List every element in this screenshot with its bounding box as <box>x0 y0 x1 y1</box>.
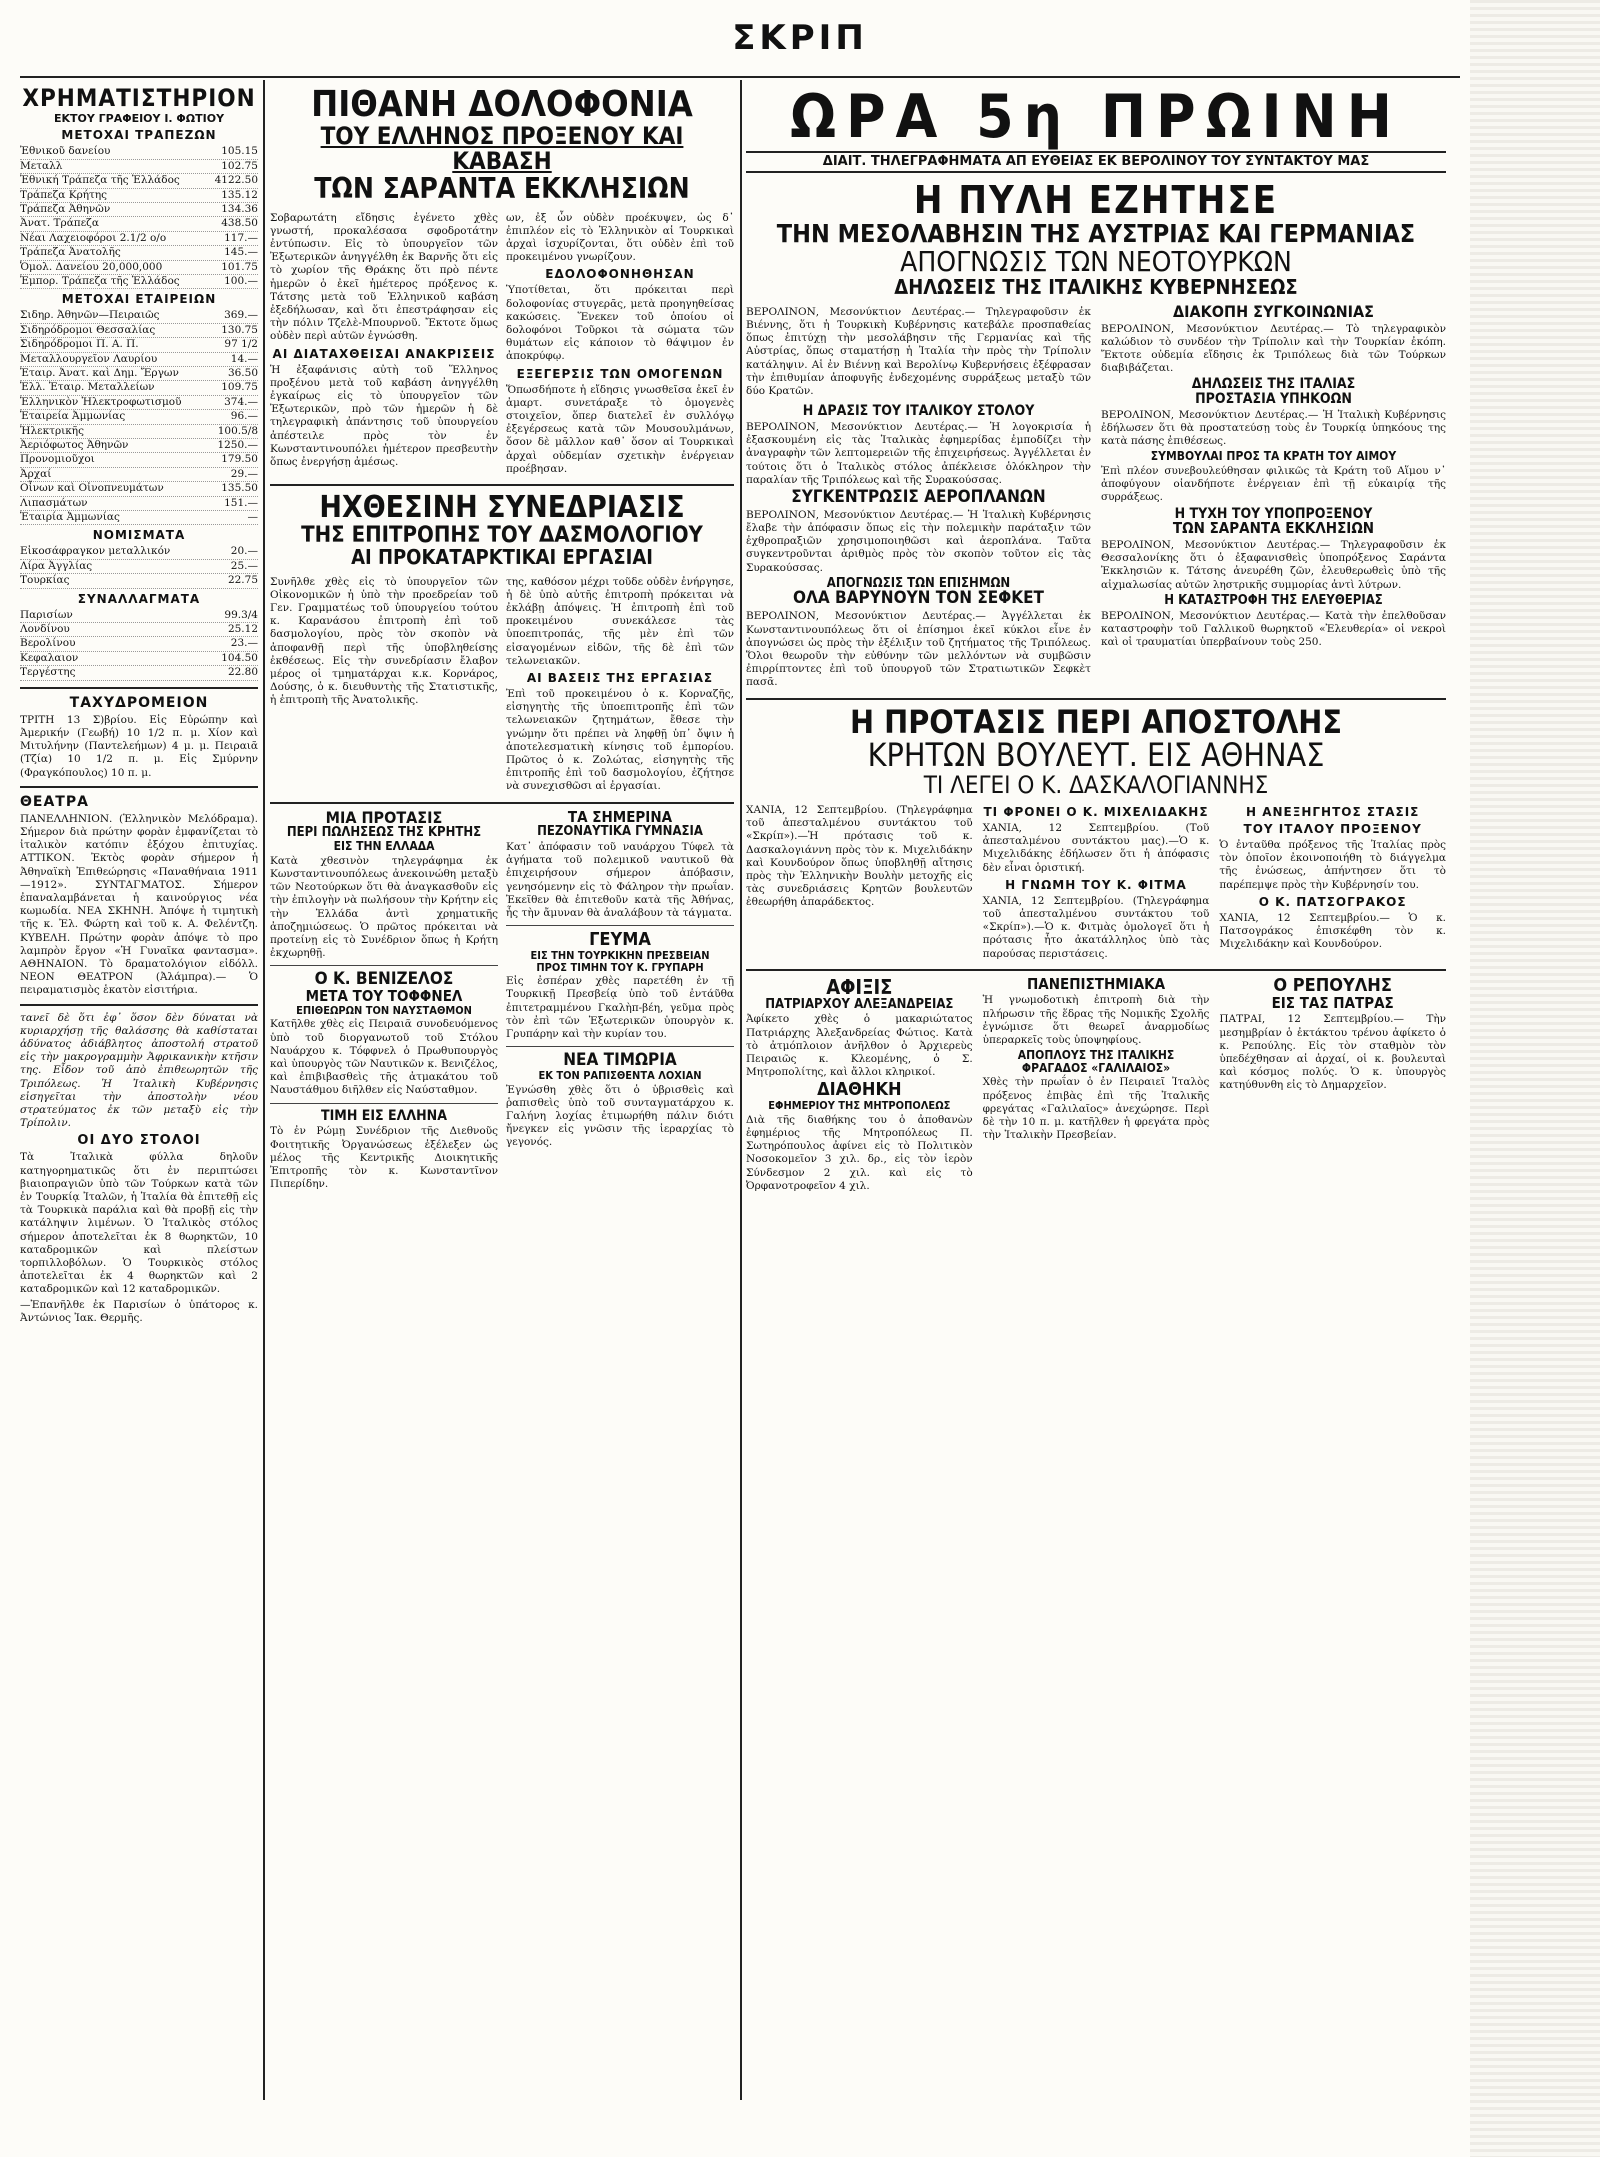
security-price: 25.— <box>230 559 258 572</box>
security-price: 22.80 <box>227 666 258 679</box>
security-name: Κεφαλαιον <box>20 651 79 664</box>
fleet-action-headline: Η ΔΡΑΣΙΣ ΤΟΥ ΙΤΑΛΙΚΟΥ ΣΤΟΛΟΥ <box>802 403 1035 420</box>
security-name: Ἑλλ. Ἐταιρ. Μεταλλείων <box>20 381 155 394</box>
price-row <box>20 482 258 496</box>
exchange-heading: ΣΥΝΑΛΛΑΓΜΑΤΑ <box>77 591 201 606</box>
divider <box>20 786 258 788</box>
berlin-telegram-5: ΒΕΡΟΛΙΝΟΝ, Μεσονύκτιον Δευτέρας.— Τὸ τηλεγραφικὸν καλώδιον τὸ συνδέον τὴν Τρίπολιν καὶ τὴν Τουρκίαν ἐκόπη. Ἔκτοτε οὐδεμία εἴδησις ἐκ Τριπόλεως διὰ τῶν Τούρκων διαβιβάζεται. <box>1101 322 1446 375</box>
column-telegrams <box>746 86 1446 2106</box>
security-name: Οἶνων καὶ Οἰνοπνευμάτων <box>20 482 164 495</box>
security-name: Ἐμπορ. Τράπεζα τῆς Ἑλλάδος <box>20 274 180 287</box>
inquiries-text: Ἡ ἐξαφάνισις αὐτὴ τοῦ Ἕλληνος προξένου μετὰ τοῦ καβάση ἀνηγγέλθη ἐγκαίρως εἰς τὸ ὑπουργεῖον τῶν Ἐξωτερικῶν, πρὸ τῶν ἡμερῶν ἡ δὲ τηλεγραφικὴ ἀπάντησις τοῦ ὑπουργείου ἀπέστειλε πρὸς τὸν ἐν Κωνσταντινουπόλει ἡμέτερον πρεσβευτὴν ὅπως ἐνεργήσῃ ἀμέσως. <box>270 363 498 469</box>
security-name: Τεργέστης <box>20 666 76 679</box>
consul-stance-text: Ὁ ἐνταῦθα πρόξενος τῆς Ἰταλίας πρὸς τὸν ὁποῖον ἐκοινοποιήθη τὸ διάγγελμα τῆς ἐνώσεως, ἀπήντησεν ὅτι τὸ παρέπεμψε πρὸς τὴν Κυβέρνησίν του. <box>1219 838 1446 891</box>
two-fleets-text: Τὰ Ἰταλικὰ φύλλα δηλοῦν κατηγορηματικῶς ὅτι ἐν περιπτώσει βιαιοπραγιῶν ὑπὸ τῶν Τούρκων κατὰ τῶν ἐν Τουρκίᾳ Ἰταλῶν, ἡ Ἰταλία θὰ ἐπιτεθῇ εἰς τὰ Τουρκικὰ παράλια καὶ θὰ προβῇ εἰς τὴν κατάληψιν λιμένων. Ὁ Ἰταλικὸς στόλος σήμερον ἀποτελεῖται ἐκ 8 θωρηκτῶν, 10 καταδρομικῶν καὶ πλείστων τορπιλλοβόλων. Ὁ Τουρκικὸς στόλος ἀποτελεῖται ἐκ 4 θωρηκτῶν καὶ 2 καταδρομικῶν καὶ 12 καταδρομικῶν. <box>20 1151 258 1296</box>
security-name: Βερολίνου <box>20 637 76 650</box>
fitmas-headline: Η ΓΝΩΜΗ ΤΟΥ Κ. ΦΙΤΜΑ <box>1005 877 1187 892</box>
consul-stance-headline: Η ΑΝΕΞΗΓΗΤΟΣ ΣΤΑΣΙΣ <box>1246 804 1420 819</box>
lower-articles <box>270 807 734 1194</box>
arrival-headline: ΑΦΙΞΙΣ <box>826 974 893 999</box>
security-name: Παρισίων <box>20 608 73 621</box>
university-text: Ἡ γνωμοδοτικὴ ἐπιτροπὴ διὰ τὴν πλήρωσιν τῆς ἕδρας τῆς Νομικῆς Σχολῆς ἐγνώμισε ὅτι θεωρεῖ ἀναρμοδίως ὑπεραρκεῖς τοὺς ὑποψηφίους. <box>982 994 1210 1047</box>
proposal-headline-2: ΠΕΡΙ ΠΩΛΗΣΕΩΣ ΤΗΣ ΚΡΗΤΗΣ <box>286 825 482 841</box>
security-price: 130.75 <box>221 323 258 336</box>
will-text: Διὰ τῆς διαθήκης του ὁ ἀποθανὼν ἐφημέριος τῆς Μητροπόλεως Π. Σωτηρόπουλος ἀφίνει εἰς τὸ Πολιτικὸν Νοσοκομεῖον 3 χιλ. δρ., εἰς τὸν ἱερὸν Σύνδεσμον 2 χιλ. καὶ εἰς τὸ Ὀρφανοτροφεῖον 4 χιλ. <box>746 1113 973 1192</box>
price-row <box>20 609 258 623</box>
chania-telegram-2: ΧΑΝΙΑ, 12 Σεπτεμβρίου. (Τηλεγράφημα τοῦ ἀπεσταλμένου συντάκτου τοῦ «Σκρίπ»).—Ὁ κ. Φιτμὰς ὁμολογεῖ ὅτι ἡ πρότασις ἦτο ἀκατάλληλος ὑπὸ τὰς παρούσας περιστάσεις. <box>982 894 1210 960</box>
italian-statements-headline: ΔΗΛΩΣΕΙΣ ΤΗΣ ΙΤΑΛΙΚΗΣ ΚΥΒΕΡΝΗΣΕΩΣ <box>894 274 1298 299</box>
security-name: Τράπεζα Ἀθηνῶν <box>20 202 111 215</box>
sefket-headline: ΟΛΑ ΒΑΡΥΝΟΥΝ ΤΟΝ ΣΕΦΚΕΤ <box>793 588 1044 609</box>
price-row <box>20 189 258 203</box>
repoulis-text: ΠΑΤΡΑΙ, 12 Σεπτεμβρίου.— Τὴν μεσημβρίαν ὁ ἐκτάκτου τρένου ἀφίκετο ὁ κ. Ρεπούλης. Εἰς τὸν σταθμὸν τὸν ὑπεδέχθησαν αἱ ἀρχαί, οἱ κ. βουλευταὶ καὶ κόσμος πολύς. Ὁ κ. ὑπουργὸς κατηύθυνθη εἰς τὸ Δημαρχεῖον. <box>1219 1013 1446 1092</box>
murdered-heading: ΕΔΟΛΟΦΟΝΗΘΗΣΑΝ <box>545 267 695 282</box>
session-text-a: Συνῆλθε χθὲς εἰς τὸ ὑπουργεῖον τῶν Οἰκονομικῶν ἡ ὑπὸ τὴν προεδρείαν τοῦ Γεν. Γραμματέως τοῦ ὑπουργείου τούτου κ. Καρανάσου ἐπιτροπὴ ἐπὶ τοῦ δασμολογίου, πρὸς τὸν σκοπὸν νὰ ἀποφανθῇ περὶ τῆς ὑποβληθείσης ἐκθέσεως. Εἰς τὴν συνεδρίασιν ἔλαβον μέρος οἱ τμηματάρχαι κ.κ. Κορνάρος, Δούσης, ὁ κ. διευθυντὴς τῆς Στατιστικῆς, ἡ ἐπιτροπὴ τῆς Ἀνατολικῆς. <box>270 575 498 707</box>
berlin-telegram-2: ΒΕΡΟΛΙΝΟΝ, Μεσονύκτιον Δευτέρας.— Ἡ λογοκρισία ἡ ἐξασκουμένη εἰς τὰς Ἰταλικὰς ἐφημερίδας ἐμποδίζει τὴν ἀναγραφὴν τῶν λεπτομερειῶν τῆς ἐπιχειρήσεως. Ἀγγέλλεται ἐν τούτοις ὅτι ὁ Ἰταλικὸς στόλος ἀπέκλεισε ὁλόκληρον τὴν παραλίαν τῆς Τριπόλεως καὶ τῆς Συρακούσσας. <box>746 420 1091 486</box>
bank-shares-list <box>20 145 258 289</box>
berlin-telegram-6: ΒΕΡΟΛΙΝΟΝ, Μεσονύκτιον Δευτέρας.— Ἡ Ἰταλικὴ Κυβέρνησις ἐδήλωσεν ὅτι θὰ προστατεύσῃ τοὺς ἐν Τουρκίᾳ ὑπηκόους της κατὰ πάσης ἐπιθέσεως. <box>1101 408 1446 448</box>
security-price: 179.50 <box>221 453 258 466</box>
theatres-heading: ΘΕΑΤΡΑ <box>20 793 89 810</box>
security-name: Τουρκίας <box>20 574 70 587</box>
divider <box>270 1103 498 1104</box>
price-row <box>20 309 258 323</box>
security-name: Ἑταιρεία Ἀμμωνίας <box>20 410 126 423</box>
security-price: 145.— <box>224 246 258 259</box>
security-name: Ἐθνικοῦ δανείου <box>20 145 111 158</box>
price-row <box>20 652 258 666</box>
price-row <box>20 410 258 424</box>
exchange-list <box>20 609 258 681</box>
divider <box>270 965 498 966</box>
michelidakis-headline: ΤΙ ΦΡΟΝΕΙ Ο Κ. ΜΙΧΕΛΙΔΑΚΗΣ <box>983 804 1209 819</box>
price-row <box>20 324 258 338</box>
security-price: 25.12 <box>227 623 258 636</box>
venizelos-text: Κατῆλθε χθὲς εἰς Πειραιᾶ συνοδευόμενος ὑπὸ τοῦ διοργανωτοῦ τοῦ Στόλου Ναυάρχου κ. Τόφφνελ ὁ Πρωθυπουργὸς καὶ ὑπουργὸς τῶν Ναυτικῶν κ. Βενιζέλος, καὶ ἐπιβιβασθεὶς τῆς ἀτμακάτου τοῦ Ναυστάθμου διῆλθεν εἰς Ναύσταθμον. <box>270 1018 498 1097</box>
punishment-headline: ΝΕΑ ΤΙΜΩΡΙΑ <box>563 1050 677 1071</box>
security-name: Τράπεζα Κρήτης <box>20 188 108 201</box>
security-price: 102.75 <box>221 159 258 172</box>
divider <box>746 698 1446 700</box>
security-name: Ἀρχαί <box>20 467 52 480</box>
security-name: Σιδηρόδρομοι Θεσσαλίας <box>20 323 156 336</box>
price-row <box>20 261 258 275</box>
murder-headline: ΠΙΘΑΝΗ ΔΟΛΟΦΟΝΙΑ <box>311 86 693 125</box>
murder-headline-2: ΤΟΥ ΕΛΛΗΝΟΣ ΠΡΟΞΕΝΟΥ ΚΑΙ ΚΑΒΑΣΗ <box>320 121 684 175</box>
italy-statements-headline: ΔΗΛΩΣΕΙΣ ΤΗΣ ΙΤΑΛΙΑΣ <box>1191 376 1356 393</box>
honor-text: Τὸ ἐν Ρώμῃ Συνέδριον τῆς Διεθνοῦς Φοιτητικῆς Ὀργανώσεως ἐξέλεξεν ὡς μέλος τῆς Κεντρικῆς Διοικητικῆς Ἐπιτροπῆς τὸν κ. Κωνσταντῖνον Πιπερίδην. <box>270 1125 498 1191</box>
despair-headline: ΑΠΟΓΝΩΣΙΣ ΤΩΝ ΝΕΟΤΟΥΡΚΩΝ <box>900 245 1292 279</box>
security-price: 96.— <box>230 410 258 423</box>
masthead: ΣΚΡΙΠ <box>732 18 868 58</box>
divider <box>506 1046 734 1047</box>
departure-headline: ΑΠΟΠΛΟΥΣ ΤΗΣ ΙΤΑΛΙΚΗΣ <box>1017 1048 1175 1063</box>
murdered-text: Ὑποτίθεται, ὅτι πρόκειται περὶ δολοφονίας στυγερᾶς, μετὰ προηγηθείσας κακώσεις. Ἕνεκεν τοῦ ὁποίου οἱ δολοφόνοι Τοῦρκοι τὰ σώματα τῶν θυμάτων εἰς κάποιον τὸ θάψιμον ἐν ἀποκρύφῳ. <box>506 284 734 363</box>
security-price: 97 1/2 <box>224 338 258 351</box>
security-price: 151.— <box>224 496 258 509</box>
security-name: Μεταλλ <box>20 159 63 172</box>
price-row <box>20 637 258 651</box>
security-name: Μεταλλουργεῖον Λαυρίου <box>20 352 158 365</box>
currency-heading: ΝΟΜΙΣΜΑΤΑ <box>92 528 186 543</box>
security-price: 22.75 <box>227 574 258 587</box>
session-headline: ΗΧΘΕΣΙΝΗ ΣΥΝΕΔΡΙΑΣΙΣ <box>319 490 685 526</box>
security-name: Ἑταιρία Ἀμμωνίας <box>20 511 120 524</box>
price-row <box>20 232 258 246</box>
security-price: 100.5/8 <box>217 424 258 437</box>
honor-headline: ΤΙΜΗ ΕΙΣ ΕΛΛΗΝΑ <box>321 1107 447 1124</box>
dinner-text: Εἰς ἐσπέραν χθὲς παρετέθη ἐν τῇ Τουρκικῇ Πρεσβείᾳ ὑπὸ τοῦ ἐντάῦθα ἐπιτετραμμένου Γκαλὴπ-βέη, γεῦμα πρὸς τὸν ἐπὶ τῶν Ἐξωτερικῶν ὑπουργὸν κ. Γρυπάρην καὶ τὴν κυρίαν του. <box>506 975 734 1041</box>
chania-telegram-5: ΧΑΝΙΑ, 12 Σεπτεμβρίου.— Ὁ κ. Πατσογράκος ἐπισκέφθη τὸν κ. Μιχελιδάκην καὶ Κουνδούρον. <box>1219 911 1446 951</box>
price-row <box>20 666 258 680</box>
continued-text: τανεῖ δὲ ὅτι ἐφ᾽ ὅσον δὲν δύναται νὰ κυριαρχήσῃ τῆς θαλάσσης θὰ καθίσταται ἀδύνατος ἀδιάβλητος ἀποστολή στρατοῦ εἰς τὴν μακρογραμμὴν Ἀφρικανικὴν κτῆσιν της. Εἶδον τοῦ ἀπὸ ἐπιθεωρητῶν τῆς Τριπόλεως. Ἡ Ἰταλικὴ Κυβέρνησις εἰσηγεῖται τὴν ἀποστολὴν νέου στρατεύματος ἐκ τῶν μεταξὺ εἰς τὴν Τρίπολιν. <box>20 1011 258 1130</box>
price-row <box>20 439 258 453</box>
berlin-telegram-1: ΒΕΡΟΛΙΝΟΝ, Μεσονύκτιον Δευτέρας.— Τηλεγραφοῦσιν ἐκ Βιέννης, ὅτι ἡ Τουρκικὴ Κυβέρνησις κατεβάλε προσπαθείας ὅπως ἐπιτύχῃ τὴν μεσολάβησιν τῆς Γερμανίας καὶ τῆς Αὐστρίας, ὅπως σταματήσῃ ἡ Ἰταλία τὴν πρὸς τὴν Τρίπολιν κατάληψιν. Αἱ ἐν Βιέννῃ καὶ Βερολίνῳ Κυβερνήσεις ἐξέφρασαν τὴν ἐπιθυμίαν ἀποφυγῆς ἐνδεχομένης συρράξεως μεταξὺ τῶν δύο Κρατῶν. <box>746 305 1091 398</box>
security-name: Νέαι Λαχειοφόροι 2.1/2 ο/ο <box>20 231 167 244</box>
price-row <box>20 145 258 159</box>
berlin-telegram-8: ΒΕΡΟΛΙΝΟΝ, Μεσονύκτιον Δευτέρας.— Κατὰ τὴν ἐπελθοῦσαν καταστροφὴν τοῦ Γαλλικοῦ θωρηκτοῦ «Ἐλευθερία» οἱ νεκροὶ καὶ οἱ τραυματίαι ὑπερβαίνουν τοὺς 250. <box>1101 609 1446 648</box>
price-row <box>20 497 258 511</box>
telegram-columns <box>746 301 1446 692</box>
officials-headline: ΑΠΟΓΝΩΣΙΣ ΤΩΝ ΕΠΙΣΗΜΩΝ <box>826 575 1011 591</box>
airplanes-headline: ΣΥΓΚΕΝΤΡΩΣΙΣ ΑΕΡΟΠΛΑΝΩΝ <box>791 486 1046 507</box>
dinner-headline-2: ΕΙΣ ΤΗΝ ΤΟΥΡΚΙΚΗΝ ΠΡΕΣΒΕΙΑΝ <box>530 949 710 963</box>
advice-text: Ἐπὶ πλέον συνεβουλεύθησαν φιλικῶς τὰ Κράτη τοῦ Αἵμου ν᾽ ἀποφύγουν οἱανδήποτε ἐνέργειαν ἐπὶ τῇ εὐκαιρίᾳ τῆς συρράξεως. <box>1101 465 1446 504</box>
price-row <box>20 381 258 395</box>
price-row <box>20 396 258 410</box>
security-name: Ἀεριόφωτος Ἀθηνῶν <box>20 439 129 451</box>
exercises-text: Κατ᾽ ἀπόφασιν τοῦ ναυάρχου Τύφελ τὰ ἀγήματα τοῦ πολεμικοῦ ναυτικοῦ θὰ ἐπιχειρήσουν σήμερον ἀπόβασιν, γενησόμενην εἰς τὸ Φάληρον τὴν πρωΐαν. Ἐκεῖθεν θὰ ἐπιτεθοῦν κατὰ τῆς Ἀθήνας, ἧς τὴν ἄμυναν θὰ ἀναλάβουν τὰ τάγματα. <box>506 841 734 920</box>
security-price: 135.50 <box>221 482 258 495</box>
price-row <box>20 623 258 637</box>
work-basis-text: Ἐπὶ τοῦ προκειμένου ὁ κ. Κορναζῆς, εἰσηγητὴς τῆς ὑποεπιτροπῆς ἐπὶ τῶν τελωνειακῶν ζητημάτων, ἔθεσε τὴν γνώμην ὅτι πρέπει νὰ ληφθῇ ὑπ᾽ ὄψιν ἡ ἀποτελεσματικὴ κίνησις τοῦ ἐμπορίου. Πρῶτος ὁ κ. Ζολώτας, εἰσηγητὴς τῆς ἐπιτροπῆς ἐπὶ τοῦ δασμολογίου, ἐζήτησε νὰ συνεχισθῶσι αἱ ἐργασίαι. <box>506 688 734 793</box>
university-headline: ΠΑΝΕΠΙΣΤΗΜΙΑΚΑ <box>1026 974 1166 993</box>
chania-telegram-3: ΧΑΝΙΑ, 12 Σεπτεμβρίου. (Τοῦ ἀπεσταλμένου συντάκτου μας).—Ὁ κ. Μιχελιδάκης ἐδήλωσεν ὅτι ἡ ἀπόφασις δὲν εἶναι ὁριστική. <box>982 821 1210 874</box>
price-row <box>20 275 258 289</box>
divider <box>270 484 734 486</box>
security-name: Ἠλεκτρικῆς <box>20 424 84 437</box>
security-price: — <box>247 511 258 524</box>
security-price: 369.— <box>224 309 258 322</box>
scan-edge-noise <box>1470 0 1600 2157</box>
company-shares-heading: ΜΕΤΟΧΑΙ ΕΤΑΙΡΕΙΩΝ <box>61 292 217 307</box>
divider <box>20 687 258 689</box>
post-text: ΤΡΙΤΗ 13 Σ)βρίου. Εἰς Εὐρώπην καὶ Ἀμερικήν (Γεωβή) 10 1/2 π. μ. Χίον καὶ Μιτυλήνην (Παντελεήμων) 4 μ. μ. Πειραιᾶ (Τζία) 10 1/2 π. μ. Εἰς Σμύρνην (Φραγκόπουλος) 10 π. μ. <box>20 713 258 779</box>
vice-consul-headline-2: ΤΩΝ ΣΑΡΑΝΤΑ ΕΚΚΛΗΣΙΩΝ <box>1172 519 1375 538</box>
column-main-news <box>270 86 734 2106</box>
berlin-telegram-4: ΒΕΡΟΛΙΝΟΝ, Μεσονύκτιον Δευτέρας.— Ἀγγέλλεται ἐκ Κωνσταντινουπόλεως ὅτι οἱ ἐπίσημοι ἐκεῖ κύκλοι εἶνε ἐν ἀπογνώσει ὡς πρὸς τὴν ἐξέλιξιν τοῦ ζητήματος τῆς Τριπόλεως. Ὅλοι θεωροῦν τὴν εὐθύνην τῶν μελλόντων νὰ συμβῶσιν ἐπιρρίπτοντες ἐπὶ τοῦ ὑπουργοῦ τῶν Στρατιωτικῶν Σεφκὲτ πασᾶ. <box>746 610 1091 689</box>
security-name: Ἑλληνικὸν Ἠλεκτροφωτισμοῦ <box>20 395 182 408</box>
work-basis-heading: ΑΙ ΒΑΣΕΙΣ ΤΗΣ ΕΡΓΑΣΙΑΣ <box>526 671 714 686</box>
bottom-columns <box>746 974 1446 1195</box>
cretan-headline: Η ΠΡΟΤΑΣΙΣ ΠΕΡΙ ΑΠΟΣΤΟΛΗΣ <box>850 702 1342 741</box>
column-rule <box>263 80 265 2100</box>
price-row <box>20 367 258 381</box>
security-name: Σιδηρ. Ἀθηνῶν—Πειραιῶς <box>20 309 160 322</box>
security-price: 23.— <box>230 637 258 650</box>
company-shares-list <box>20 309 258 525</box>
repoulis-headline: Ο ΡΕΠΟΥΛΗΣ <box>1273 974 1392 996</box>
berlin-telegram-3: ΒΕΡΟΛΙΝΟΝ, Μεσονύκτιον Δευτέρας.— Ἡ Ἰταλικὴ Κυβέρνησις ἔλαβε τὴν ἀπόφασιν ὅπως εἰς τὴν πολεμικὴν παράταξιν τῶν ἐχθροπραξιῶν χρησιμοποιηθῶσι καὶ ἀεροπλάνα. Ταῦτα συγκεντροῦνται ἀριθμὸς πρὸς τὸν σκοπὸν τοῦτον εἰς τὰς Συρακούσσας. <box>746 508 1091 574</box>
divider <box>746 969 1446 971</box>
security-name: Λίρα Ἀγγλίας <box>20 559 93 572</box>
security-name: Σιδηρόδρομοι Π. Α. Π. <box>20 338 139 351</box>
security-name: Εἰκοσάφραγκον μεταλλικόν <box>20 545 171 558</box>
communication-cut-headline: ΔΙΑΚΟΠΗ ΣΥΓΚΟΙΝΩΝΙΑΣ <box>1173 301 1374 321</box>
will-headline: ΔΙΑΘΗΚΗ <box>817 1079 902 1101</box>
security-price: 99.3/4 <box>224 608 258 621</box>
top-rule <box>20 76 1460 78</box>
column-rule <box>740 80 742 2100</box>
venizelos-headline: Ο Κ. ΒΕΝΙΖΕΛΟΣ <box>314 969 454 990</box>
berlin-telegram-7: ΒΕΡΟΛΙΝΟΝ, Μεσονύκτιον Δευτέρας.— Τηλεγραφοῦσιν ἐκ Θεσσαλονίκης ὅτι ὁ ἐξαφανισθεὶς ὑποπρόξενος Σαράντα Ἐκκλησιῶν κ. Τάτσης ἀνευρέθη ζῶν, ἐλευθερωθεὶς ὑπὸ τῆς αἰχμαλωσίας αὐτῶν ληστρικῆς συμμορίας ἀντὶ λύτρων. <box>1101 539 1446 591</box>
security-price: 36.50 <box>227 366 258 379</box>
currency-list <box>20 545 258 588</box>
price-row <box>20 425 258 439</box>
security-price: 101.75 <box>221 260 258 273</box>
security-name: Τράπεζα Ἀνατολῆς <box>20 246 121 259</box>
uprising-heading: ΕΞΕΓΕΡΣΙΣ ΤΩΝ ΟΜΟΓΕΝΩΝ <box>516 366 724 381</box>
exercises-headline: ΤΑ ΣΗΜΕΡΙΝΑ <box>567 807 673 826</box>
dinner-headline: ΓΕΥΜΑ <box>589 929 651 951</box>
repoulis-headline-2: ΕΙΣ ΤΑΣ ΠΑΤΡΑΣ <box>1271 993 1394 1012</box>
security-name: Προνομιοῦχοι <box>20 453 95 466</box>
two-fleets-heading: ΟΙ ΔΥΟ ΣΤΟΛΟΙ <box>77 1133 201 1149</box>
session-headline-2: ΤΗΣ ΕΠΙΤΡΟΠΗΣ ΤΟΥ ΔΑΣΜΟΛΟΓΙΟΥ <box>301 522 703 548</box>
consul-stance-headline-2: ΤΟΥ ΙΤΑΛΟΥ ΠΡΟΞΕΝΟΥ <box>1243 821 1422 836</box>
porte-headline-2: ΤΗΝ ΜΕΣΟΛΑΒΗΣΙΝ ΤΗΣ ΑΥΣΤΡΙΑΣ ΚΑΙ ΓΕΡΜΑΝΙΑΣ <box>776 219 1416 249</box>
murder-text-a: Σοβαρωτάτη εἴδησις ἐγένετο χθὲς γνωστή, προκαλέσασα σφοδροτάτην ἐντύπωσιν. Εἰς τὸ ὑπουργεῖον τῶν Ἐξωτερικῶν ἀνηγγέλθη ἐκ Βαρνῆς ὅτι εἰς τὸ χωρίον τῆς Θράκης ὅτι πρὸ πέντε ἡμερῶν ὁ ἐκεῖ ἡμέτερος πρόξενος κ. Τάτσης μετὰ τοῦ Ἑλληνικοῦ καβάση ἐξεδήλωσαν, καὶ ὅτι ἐπεστράφησαν εἰς τὴν πόλιν Τζελὲ-Μπουρνοῦ. Ἔκτοτε ὅμως οὐδὲν περὶ αὐτῶν ἐγνώσθη. <box>270 211 498 343</box>
advice-balkans-headline: ΣΥΜΒΟΥΛΑΙ ΠΡΟΣ ΤΑ ΚΡΑΤΗ ΤΟΥ ΑΙΜΟΥ <box>1150 449 1397 464</box>
murder-headline-3: ΤΩΝ ΣΑΡΑΝΤΑ ΕΚΚΛΗΣΙΩΝ <box>314 172 690 206</box>
price-row <box>20 160 258 174</box>
footnote-text: —Ἐπανῆλθε ἐκ Παρισίων ὁ ὑπάτορος κ. Ἀντώνιος Ἰακ. Θερμῆς. <box>20 1298 258 1324</box>
banner-headline: ΩΡΑ 5η ΠΡΩΙΝΗ <box>790 86 1402 152</box>
session-article <box>270 574 734 796</box>
uprising-text: Ὅπωσδήποτε ἡ εἴδησις γνωσθεῖσα ἐκεῖ ἐν ἀμαρτ. συνετάραξε τὸ ὁμογενὲς στοιχεῖον, ὅπερ διατελεῖ ἐν συλλόγῳ ἐξεγέρσεως κατὰ τῶν Μουσουλμάνων, ὅσον δὲ μᾶλλον καθ᾽ ὅσον αἱ Τουρκικαὶ ἀρχαὶ οὐδεμίαν σχετικὴν ἐνέργειαν προέβησαν. <box>506 383 734 475</box>
punishment-text: Ἐγνώσθη χθὲς ὅτι ὁ ὑβρισθεὶς καὶ ῥαπισθεὶς ὑπὸ τοῦ συνταγματάρχου κ. Γαλήνη λοχίας ἐτιμωρήθη πάλιν διότι ἤνεγκεν εἰς γνῶσιν τῆς ἱεραρχίας τὸ γεγονός. <box>506 1083 734 1149</box>
price-row <box>20 511 258 525</box>
arrival-headline-2: ΠΑΤΡΙΑΡΧΟΥ ΑΛΕΞΑΝΔΡΕΙΑΣ <box>765 996 954 1012</box>
murder-article <box>270 210 734 478</box>
bank-shares-heading: ΜΕΤΟΧΑΙ ΤΡΑΠΕΖΩΝ <box>61 128 217 143</box>
exercises-headline-2: ΠΕΖΟΝΑΥΤΙΚΑ ΓΥΜΝΑΣΙΑ <box>537 824 703 840</box>
cretan-headline-2: ΚΡΗΤΩΝ ΒΟΥΛΕΥΤ. ΕΙΣ ΑΘΗΝΑΣ <box>867 736 1325 775</box>
security-price: 1250.— <box>217 439 258 451</box>
inquiries-heading: ΑΙ ΔΙΑΤΑΧΘΕΙΣΑΙ ΑΝΑΚΡΙΣΕΙΣ <box>272 346 496 361</box>
departure-text: Χθὲς τὴν πρωΐαν ὁ ἐν Πειραιεῖ Ἰταλὸς πρόξενος ἐπιβὰς ἐπὶ τῆς Ἰταλικῆς φρεγάτας «Γαλιλαῖος» ἀνεχώρησε. Περὶ δὲ τὴν 10 π. μ. κατῆλθεν ἡ φρεγάτα πρὸς τὴν Ἰταλικὴν Πρεσβείαν. <box>982 1076 1210 1142</box>
security-price: 100.— <box>224 274 258 287</box>
security-name: Λιπασμάτων <box>20 496 88 509</box>
security-name: Ὁμολ. Δανείου 20,000,000 <box>20 260 163 273</box>
price-row <box>20 545 258 559</box>
will-headline-2: ΕΦΗΜΕΡΙΟΥ ΤΗΣ ΜΗΤΡΟΠΟΛΕΩΣ <box>768 1099 951 1113</box>
price-row <box>20 353 258 367</box>
proposal-headline-3: ΕΙΣ ΤΗΝ ΕΛΛΑΔΑ <box>333 839 435 854</box>
security-price: 20.— <box>230 545 258 558</box>
price-row <box>20 560 258 574</box>
price-row <box>20 468 258 482</box>
session-text-b: της, καθόσον μέχρι τοῦδε οὐδὲν ἐνήργησε, ἡ δὲ ὑπὸ αὐτῆς ἐπιτροπὴ πρόκειται νὰ ἐκλάβῃ ἀπόψεις. Ἡ ἐπιτροπὴ ἐπὶ τοῦ προκειμένου συνεκάλεσε τὰς ὑποεπιτροπάς, τῆς μὲν ἐπὶ τῶν εἰσαγομένων εἰδῶν, τῆς δὲ ἐπὶ τῶν τελωνειακῶν. <box>506 575 734 667</box>
column-markets <box>20 86 258 2106</box>
security-name: Ἐθνική Τράπεζα τῆς Ἑλλάδος <box>20 174 180 187</box>
security-price: 135.12 <box>221 188 258 201</box>
cretan-headline-3: ΤΙ ΛΕΓΕΙ Ο Κ. ΔΑΣΚΑΛΟΓΙΑΝΝΗΣ <box>923 770 1269 799</box>
price-row <box>20 203 258 217</box>
price-row <box>20 217 258 231</box>
session-headline-3: ΑΙ ΠΡΟΚΑΤΑΡΚΤΙΚΑΙ ΕΡΓΑΣΙΑΙ <box>351 544 653 569</box>
protection-headline: ΠΡΟΣΤΑΣΙΑ ΥΠΗΚΟΩΝ <box>1195 391 1352 408</box>
dinner-headline-3: ΠΡΟΣ ΤΙΜΗΝ ΤΟΥ Κ. ΓΡΥΠΑΡΗ <box>536 960 704 974</box>
punishment-headline-2: ΕΚ ΤΟΝ ΡΑΠΙΣΘΕΝΤΑ ΛΟΧΙΑΝ <box>538 1069 702 1083</box>
price-row <box>20 246 258 260</box>
security-price: 117.— <box>224 231 258 244</box>
security-price: 109.75 <box>221 381 258 394</box>
security-price: 104.50 <box>221 651 258 664</box>
divider <box>270 802 734 804</box>
arrival-text: Ἀφίκετο χθὲς ὁ μακαριώτατος Πατριάρχης Ἀλεξανδρείας Φώτιος. Κατὰ τὸ ἀτμόπλοιον ἀνῆλθον ὁ Ἀρχιερεὺς Πειραιῶς κ. Κλεομένης, ὁ Σ. Μητροπολίτης, καὶ ἄλλοι κληρικοί. <box>746 1013 973 1079</box>
proposal-headline: ΜΙΑ ΠΡΟΤΑΣΙΣ <box>325 807 443 827</box>
security-name: Ἀνατ. Τράπεζα <box>20 217 99 230</box>
security-price: 4122.50 <box>214 174 258 187</box>
security-name: Λονδίνου <box>20 623 70 636</box>
security-price: 438.50 <box>221 217 258 230</box>
venizelos-headline-2: ΜΕΤΑ ΤΟΥ ΤΟΦΦΝΕΛ <box>305 987 463 1006</box>
theatres-text: ΠΑΝΕΛΛΗΝΙΟΝ. (Ἑλληνικὸν Μελόδραμα). Σήμερον διὰ πρώτην φορὰν ἐμφανίζεται τὸ ἰταλικὸν κατόπιν ἐξόχου ἐπιτυχίας. ΑΤΤΙΚΟΝ. Ἐκτὸς φορὰν σήμερον ἡ Ἀθηναϊκὴ Ἐπιθεώρησις «Παναθήναια 1911—1912». ΣΥΝΤΑΓΜΑΤΟΣ. Σήμερον ἐπαναλαμβάνεται ἡ καινούργιος νέα κωμωδία. ΝΕΑ ΣΚΗΝΗ. Ἀπόψε ἡ τιμητικὴ τῆς κ. Ἐλ. Φώρτη καὶ τοῦ κ. Α. Φελέντζη. ΚΥΒΕΛΗ. Πρώτην φορὰν ἀπόψε τὸ προ λαμπρὸν ἔργον «Ἡ Γυναῖκα φαντασμα». ΑΘΗΝΑΙΟΝ. Τὸ δραματολόγιον εἰδόλλ. ΝΕΟΝ ΘΕΑΤΡΟΝ (Ἀλάμπρα).— Ὁ πειραματισμὸς ἑκατὸν εἰσιτήρια. <box>20 812 258 997</box>
price-row <box>20 174 258 188</box>
murder-text-b: ων, ἐξ ὧν οὐδὲν προέκυψεν, ὡς δ᾽ ἐπιπλέον εἰς τὸ Ἑλληνικὸν αἱ Τουρκικαὶ ἀρχαὶ ἰσχυρίζονται, ὅτι οὐδὲν ἐπὶ τοῦ προκειμένου γνωρίζουν. <box>506 211 734 264</box>
price-row <box>20 453 258 467</box>
security-price: 29.— <box>230 467 258 480</box>
markets-title: ΧΡΗΜΑΤΙΣΤΗΡΙΟΝ <box>22 86 256 112</box>
departure-headline-2: ΦΡΑΓΑΔΟΣ «ΓΑΛΙΛΑΙΟΣ» <box>1021 1060 1171 1075</box>
liberte-headline: Η ΚΑΤΑΣΤΡΟΦΗ ΤΗΣ ΕΛΕΥΘΕΡΙΑΣ <box>1164 592 1383 608</box>
price-row <box>20 338 258 352</box>
porte-headline: Η ΠΥΛΗ ΕΖΗΤΗΣΕ <box>913 178 1279 223</box>
security-price: 374.— <box>224 395 258 408</box>
security-price: 14.— <box>230 352 258 365</box>
venizelos-headline-3: ΕΠΙΘΕΩΡΩΝ ΤΟΝ ΝΑΥΣΤΑΘΜΟΝ <box>296 1003 472 1017</box>
proposal-text: Κατὰ χθεσινὸν τηλεγράφημα ἐκ Κωνσταντινουπόλεως ἀνεκοινώθη μεταξὺ τῶν Νεοτούρκων ὅτι θὰ ἀναγκασθοῦν εἰς τὴν ἐπιλογὴν νὰ πωλήσουν τὴν Κρήτην εἰς τὴν Ἑλλάδα ἀντὶ χρηματικῆς ἀποζημιώσεως. Ὁ πρῶτος πρόκειται νὰ προτείνῃ εἰς τὸ Συνέδριον ὅπως ἡ Κρήτη ἐκχωρηθῇ. <box>270 854 498 960</box>
divider <box>506 925 734 926</box>
divider <box>20 1004 258 1006</box>
vice-consul-headline: Η ΤΥΧΗ ΤΟΥ ΥΠΟΠΡΟΞΕΝΟΥ <box>1174 505 1373 522</box>
cretan-columns <box>746 802 1446 963</box>
security-price: 105.15 <box>221 145 258 158</box>
post-heading: ΤΑΧΥΔΡΟΜΕΙΟΝ <box>69 694 209 711</box>
price-row <box>20 574 258 588</box>
markets-subtitle: ΕΚΤΟΥ ΓΡΑΦΕΙΟΥ Ι. ΦΩΤΙΟΥ <box>53 112 225 126</box>
chania-telegram-1: ΧΑΝΙΑ, 12 Σεπτεμβρίου. (Τηλεγράφημα τοῦ ἀπεσταλμένου συντάκτου τοῦ «Σκρίπ»).—Ἡ πρότασις τοῦ κ. Δασκαλογιάννη πρὸς τὸν κ. Μιχελιδάκην καὶ Κουνδούρον ὅπως ὑποβληθῇ αἴτησις πρὸς τὴν Ἑλληνικὴν Βουλὴν μετοχῆς εἰς τὰς συνεδριάσεις Κρητῶν βουλευτῶν ἐθεωρήθη ἀπαράδεκτος. <box>746 803 973 909</box>
banner-subtitle: ΔΙΑΙΤ. ΤΗΛΕΓΡΑΦΗΜΑΤΑ ΑΠ ΕΥΘΕΙΑΣ ΕΚ ΒΕΡΟΛΙΝΟΥ ΤΟΥ ΣΥΝΤΑΚΤΟΥ ΜΑΣ <box>746 151 1446 173</box>
patsograkos-headline: Ο Κ. ΠΑΤΣΟΓΡΑΚΟΣ <box>1258 894 1407 909</box>
security-name: Ἐταιρ. Ἀνατ. καὶ Δημ. Ἔργων <box>20 366 179 379</box>
security-price: 134.36 <box>221 202 258 215</box>
